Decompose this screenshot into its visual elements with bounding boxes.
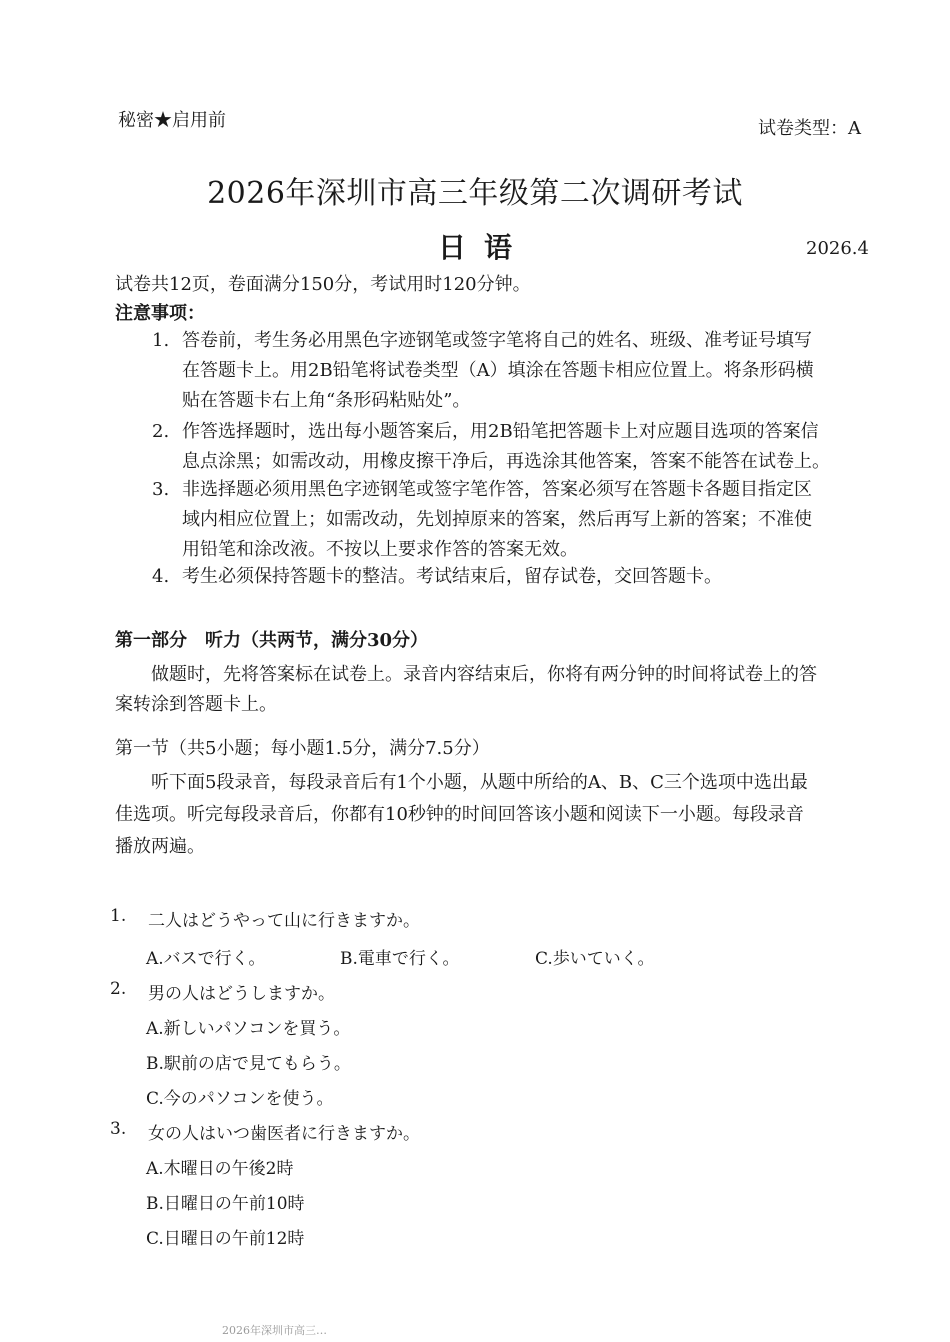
notice-number: 3. [152, 479, 170, 500]
secret-label: 秘密★启用前 [118, 110, 226, 131]
notice-item [152, 326, 882, 416]
exam-info: 试卷共12页，卷面满分150分，考试用时120分钟。 [115, 274, 531, 295]
part1-intro [115, 660, 875, 720]
notice-line: 在答题卡上。用2B铅笔将试卷类型（A）填涂在答题卡相应位置上。将条形码横 [182, 360, 814, 381]
notice-line: 作答选择题时，选出每小题答案后，用2B铅笔把答题卡上对应题目选项的答案信 [182, 421, 819, 442]
notice-line: 用铅笔和涂改液。不按以上要求作答的答案无效。 [182, 539, 578, 560]
instruction-line: 听下面5段录音，每段录音后有1个小题，从题中所给的A、B、C三个选项中选出最 [151, 772, 808, 793]
notice-line: 答卷前，考生务必用黑色字迹钢笔或签字笔将自己的姓名、班级、准考证号填写 [182, 330, 812, 351]
notice-number: 1. [152, 330, 170, 351]
instruction-line: 播放两遍。 [115, 836, 205, 857]
option-b: B.日曜日の午前10時 [146, 1194, 305, 1214]
section1-heading: 第一节（共5小题；每小题1.5分，满分7.5分） [115, 738, 490, 759]
footer-fragment: 2026年深圳市高三… [222, 1324, 327, 1337]
notice-number: 4. [152, 566, 170, 587]
section1-instructions [115, 767, 875, 863]
paper-type: 试卷类型：A [758, 118, 861, 139]
exam-date: 2026.4 [806, 238, 869, 259]
option-b: B.駅前の店で見てもらう。 [146, 1054, 351, 1074]
notice-line: 贴在答题卡右上角“条形码粘贴处”。 [182, 390, 471, 411]
option-c: C.歩いていく。 [535, 949, 655, 969]
question-text: 二人はどうやって山に行きますか。 [148, 911, 420, 931]
option-c: C.日曜日の午前12時 [146, 1229, 305, 1249]
intro-line: 案转涂到答题卡上。 [115, 694, 277, 715]
option-a: A.バスで行く。 [146, 949, 266, 969]
notice-line: 域内相应位置上；如需改动，先划掉原来的答案，然后再写上新的答案；不准使 [182, 509, 812, 530]
notice-heading: 注意事项： [115, 303, 205, 324]
question-text: 女の人はいつ歯医者に行きますか。 [148, 1124, 420, 1144]
notice-item [152, 417, 882, 477]
part1-heading: 第一部分 听力（共两节，满分30分） [115, 630, 429, 651]
option-a: A.新しいパソコンを買う。 [146, 1019, 351, 1039]
option-b: B.電車で行く。 [340, 949, 460, 969]
notice-line: 考生必须保持答题卡的整洁。考试结束后，留存试卷，交回答题卡。 [182, 566, 722, 587]
notice-number: 2. [152, 421, 170, 442]
question-number: 1. [110, 906, 127, 926]
notice-line: 非选择题必须用黑色字迹钢笔或签字笔作答，答案必须写在答题卡各题目指定区 [182, 479, 812, 500]
subject-title: 日语 [438, 231, 531, 264]
instruction-line: 佳选项。听完每段录音后，你都有10秒钟的时间回答该小题和阅读下一小题。每段录音 [115, 804, 804, 825]
option-c: C.今のパソコンを使う。 [146, 1089, 334, 1109]
notice-item [152, 475, 882, 565]
exam-title: 2026年深圳市高三年级第二次调研考试 [207, 176, 743, 211]
question-text: 男の人はどうしますか。 [148, 984, 335, 1004]
notice-line: 息点涂黑；如需改动，用橡皮擦干净后，再选涂其他答案，答案不能答在试卷上。 [182, 451, 830, 472]
notice-item [152, 562, 882, 592]
intro-line: 做题时，先将答案标在试卷上。录音内容结束后，你将有两分钟的时间将试卷上的答 [151, 664, 817, 685]
question-number: 3. [110, 1119, 127, 1139]
option-a: A.木曜日の午後2時 [146, 1159, 294, 1179]
question-number: 2. [110, 979, 127, 999]
